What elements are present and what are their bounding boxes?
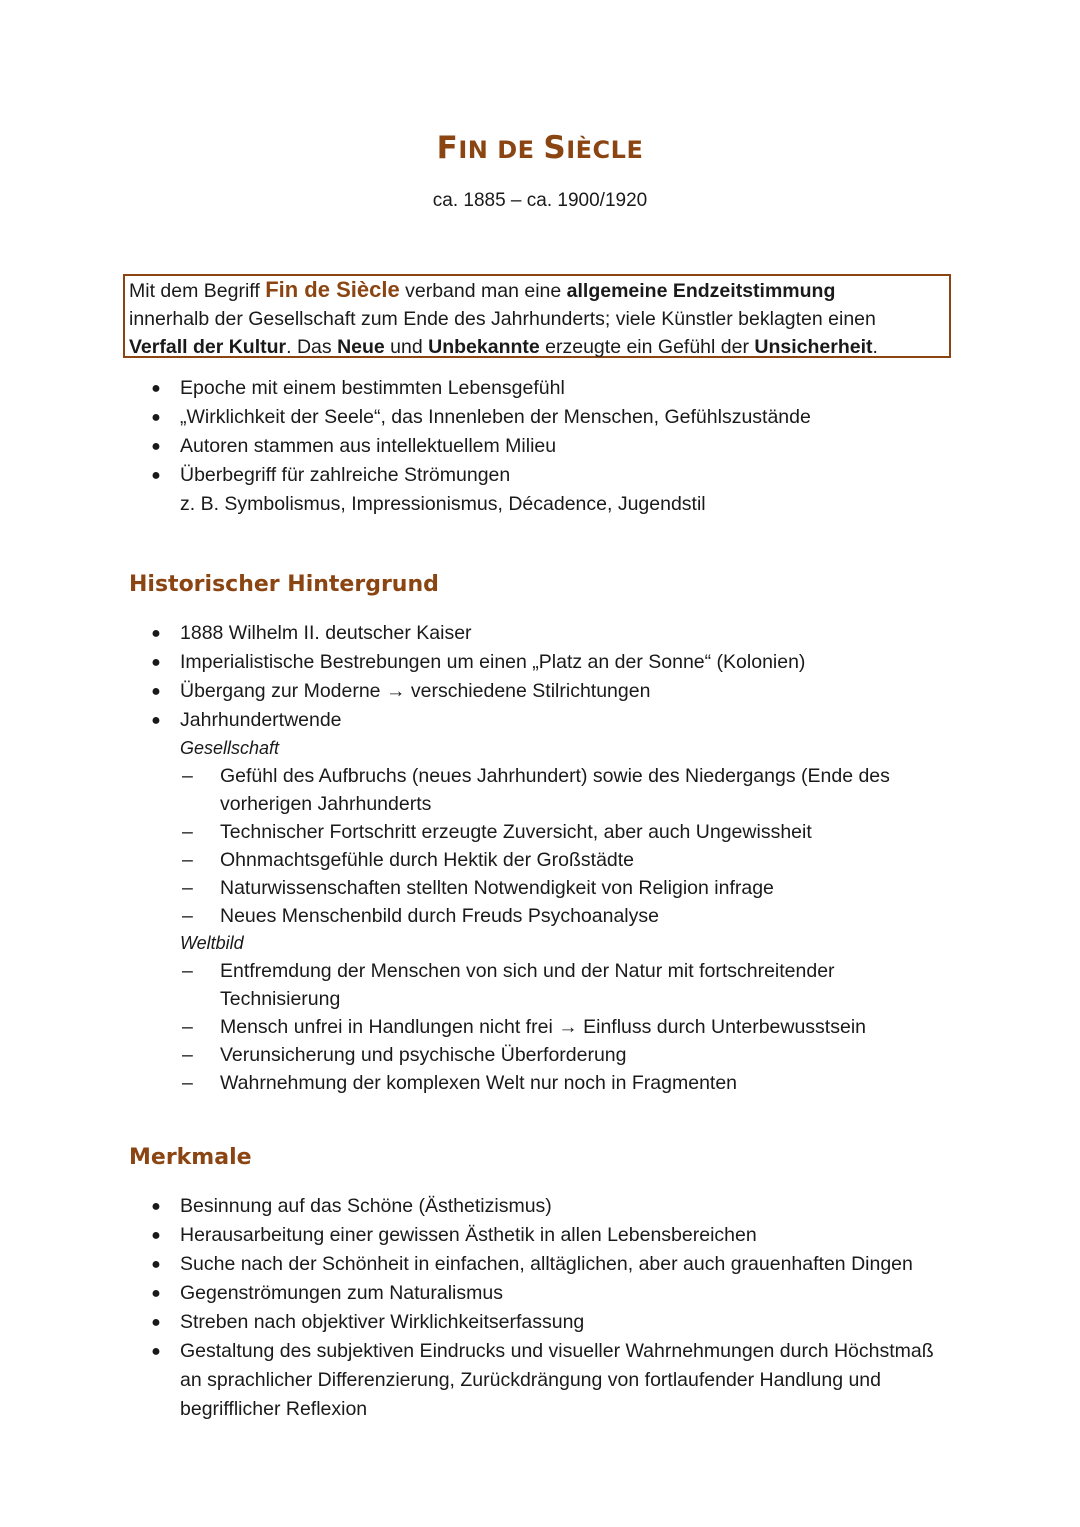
- bullet-icon: ●: [151, 467, 161, 484]
- intro-line-2: innerhalb der Gesellschaft zum Ende des Jahrhunderts; viele Künstler beklagten einen: [129, 308, 876, 330]
- list-item: ● „Wirklichkeit der Seele“, das Innenleben der Menschen, Gefühlszustände: [0, 403, 960, 432]
- list-item: ● Überbegriff für zahlreiche Strömungen z. B. Symbolismus, Impressionismus, Décadence, Jugendstil: [0, 461, 960, 519]
- epoch-dates: ca. 1885 – ca. 1900/1920: [432, 190, 648, 211]
- dash-icon: –: [182, 765, 193, 787]
- bullet-icon: ●: [151, 1198, 161, 1215]
- list-item: – Entfremdung der Menschen von sich und der Natur mit fortschreitender Technisierung: [180, 957, 920, 1013]
- dash-icon: –: [182, 821, 193, 843]
- society-list: [180, 762, 960, 930]
- section-heading-features: Merkmale: [129, 1145, 252, 1170]
- dash-icon: –: [182, 960, 193, 982]
- dash-icon: –: [182, 1044, 193, 1066]
- dash-icon: –: [182, 877, 193, 899]
- history-list: [0, 619, 960, 1097]
- bullet-icon: ●: [151, 625, 161, 642]
- dash-icon: –: [182, 849, 193, 871]
- page-title: FIN DE SIÈCLE: [436, 130, 644, 166]
- list-item: – Technischer Fortschritt erzeugte Zuversicht, aber auch Ungewissheit: [180, 818, 920, 846]
- list-item: ● Suche nach der Schönheit in einfachen, alltäglichen, aber auch grauenhaften Dingen: [0, 1250, 960, 1279]
- bullet-icon: ●: [151, 1343, 161, 1360]
- list-item: ● Epoche mit einem bestimmten Lebensgefühl: [0, 374, 960, 403]
- intro-line-3: Verfall der Kultur. Das Neue und Unbekannte erzeugte ein Gefühl der Unsicherheit.: [129, 336, 878, 358]
- dash-icon: –: [182, 1016, 193, 1038]
- list-item: ● Gestaltung des subjektiven Eindrucks und visueller Wahrnehmungen durch Höchstmaß an sprachlicher Differenzierung, Zurückdrängung von fortlaufender Handlung und begrifflicher Reflexion: [0, 1337, 960, 1424]
- subheading-society: Gesellschaft: [180, 738, 280, 758]
- list-item-subline: z. B. Symbolismus, Impressionismus, Décadence, Jugendstil: [180, 493, 706, 515]
- bullet-icon: ●: [151, 380, 161, 397]
- worldview-list: [180, 957, 960, 1097]
- bullet-icon: ●: [151, 409, 161, 426]
- intro-highlight-term: Fin de Siècle: [265, 277, 400, 302]
- list-item: – Neues Menschenbild durch Freuds Psychoanalyse: [180, 902, 920, 930]
- dash-icon: –: [182, 905, 193, 927]
- bullet-icon: ●: [151, 1285, 161, 1302]
- list-item: ● Autoren stammen aus intellektuellem Milieu: [0, 432, 960, 461]
- list-item: – Ohnmachtsgefühle durch Hektik der Großstädte: [180, 846, 920, 874]
- list-item: – Gefühl des Aufbruchs (neues Jahrhundert) sowie des Niedergangs (Ende des vorherigen Jahrhunderts: [180, 762, 920, 818]
- list-item: ● Übergang zur Moderne → verschiedene Stilrichtungen: [0, 677, 960, 706]
- list-item: – Wahrnehmung der komplexen Welt nur noch in Fragmenten: [180, 1069, 920, 1097]
- bullet-icon: ●: [151, 1314, 161, 1331]
- list-item: – Naturwissenschaften stellten Notwendigkeit von Religion infrage: [180, 874, 920, 902]
- bullet-icon: ●: [151, 683, 161, 700]
- bullet-icon: ●: [151, 654, 161, 671]
- intro-box: [123, 274, 951, 358]
- overview-list: [0, 374, 960, 519]
- list-item: – Mensch unfrei in Handlungen nicht frei → Einfluss durch Unterbewusstsein: [180, 1013, 920, 1041]
- list-item: – Verunsicherung und psychische Überforderung: [180, 1041, 920, 1069]
- intro-line-1: Mit dem Begriff Fin de Siècle verband man eine allgemeine Endzeitstimmung: [129, 277, 836, 302]
- bullet-icon: ●: [151, 438, 161, 455]
- section-heading-history: Historischer Hintergrund: [129, 572, 439, 597]
- list-item: ● Imperialistische Bestrebungen um einen „Platz an der Sonne“ (Kolonien): [0, 648, 960, 677]
- dash-icon: –: [182, 1072, 193, 1094]
- bullet-icon: ●: [151, 1227, 161, 1244]
- bullet-icon: ●: [151, 1256, 161, 1273]
- list-item: ● Gegenströmungen zum Naturalismus: [0, 1279, 960, 1308]
- features-list: [0, 1192, 960, 1424]
- list-item: ● Streben nach objektiver Wirklichkeitserfassung: [0, 1308, 960, 1337]
- list-item: ● Jahrhundertwende Gesellschaft – Gefühl des Aufbruchs (neues Jahrhundert) sowie des Niedergangs (Ende des vorherigen Jahrhunderts – Technischer Fortschritt erzeugte Zuversicht, aber auch Ungewissheit – Ohnmachtsgefühle durch Hektik der Großstädte – Naturwissenschaften stellten Notwendigkeit von Religion infrage – Neues Menschenbild durch Freuds Psychoanalyse Weltbild – Entfremdung der Menschen von sich und der Natur mit fortschreitender Technisierung – Mensch unfrei in Handlungen nicht frei → Einfluss durch Unterbewusstsein – Verunsicherung und psychische Überforderung – Wahrnehmung der komplexen Welt nur noch in Fragmenten: [0, 706, 960, 1097]
- bullet-icon: ●: [151, 712, 161, 729]
- list-item: ● Besinnung auf das Schöne (Ästhetizismus): [0, 1192, 960, 1221]
- subheading-worldview: Weltbild: [180, 933, 244, 953]
- list-item: ● 1888 Wilhelm II. deutscher Kaiser: [0, 619, 960, 648]
- list-item: ● Herausarbeitung einer gewissen Ästhetik in allen Lebensbereichen: [0, 1221, 960, 1250]
